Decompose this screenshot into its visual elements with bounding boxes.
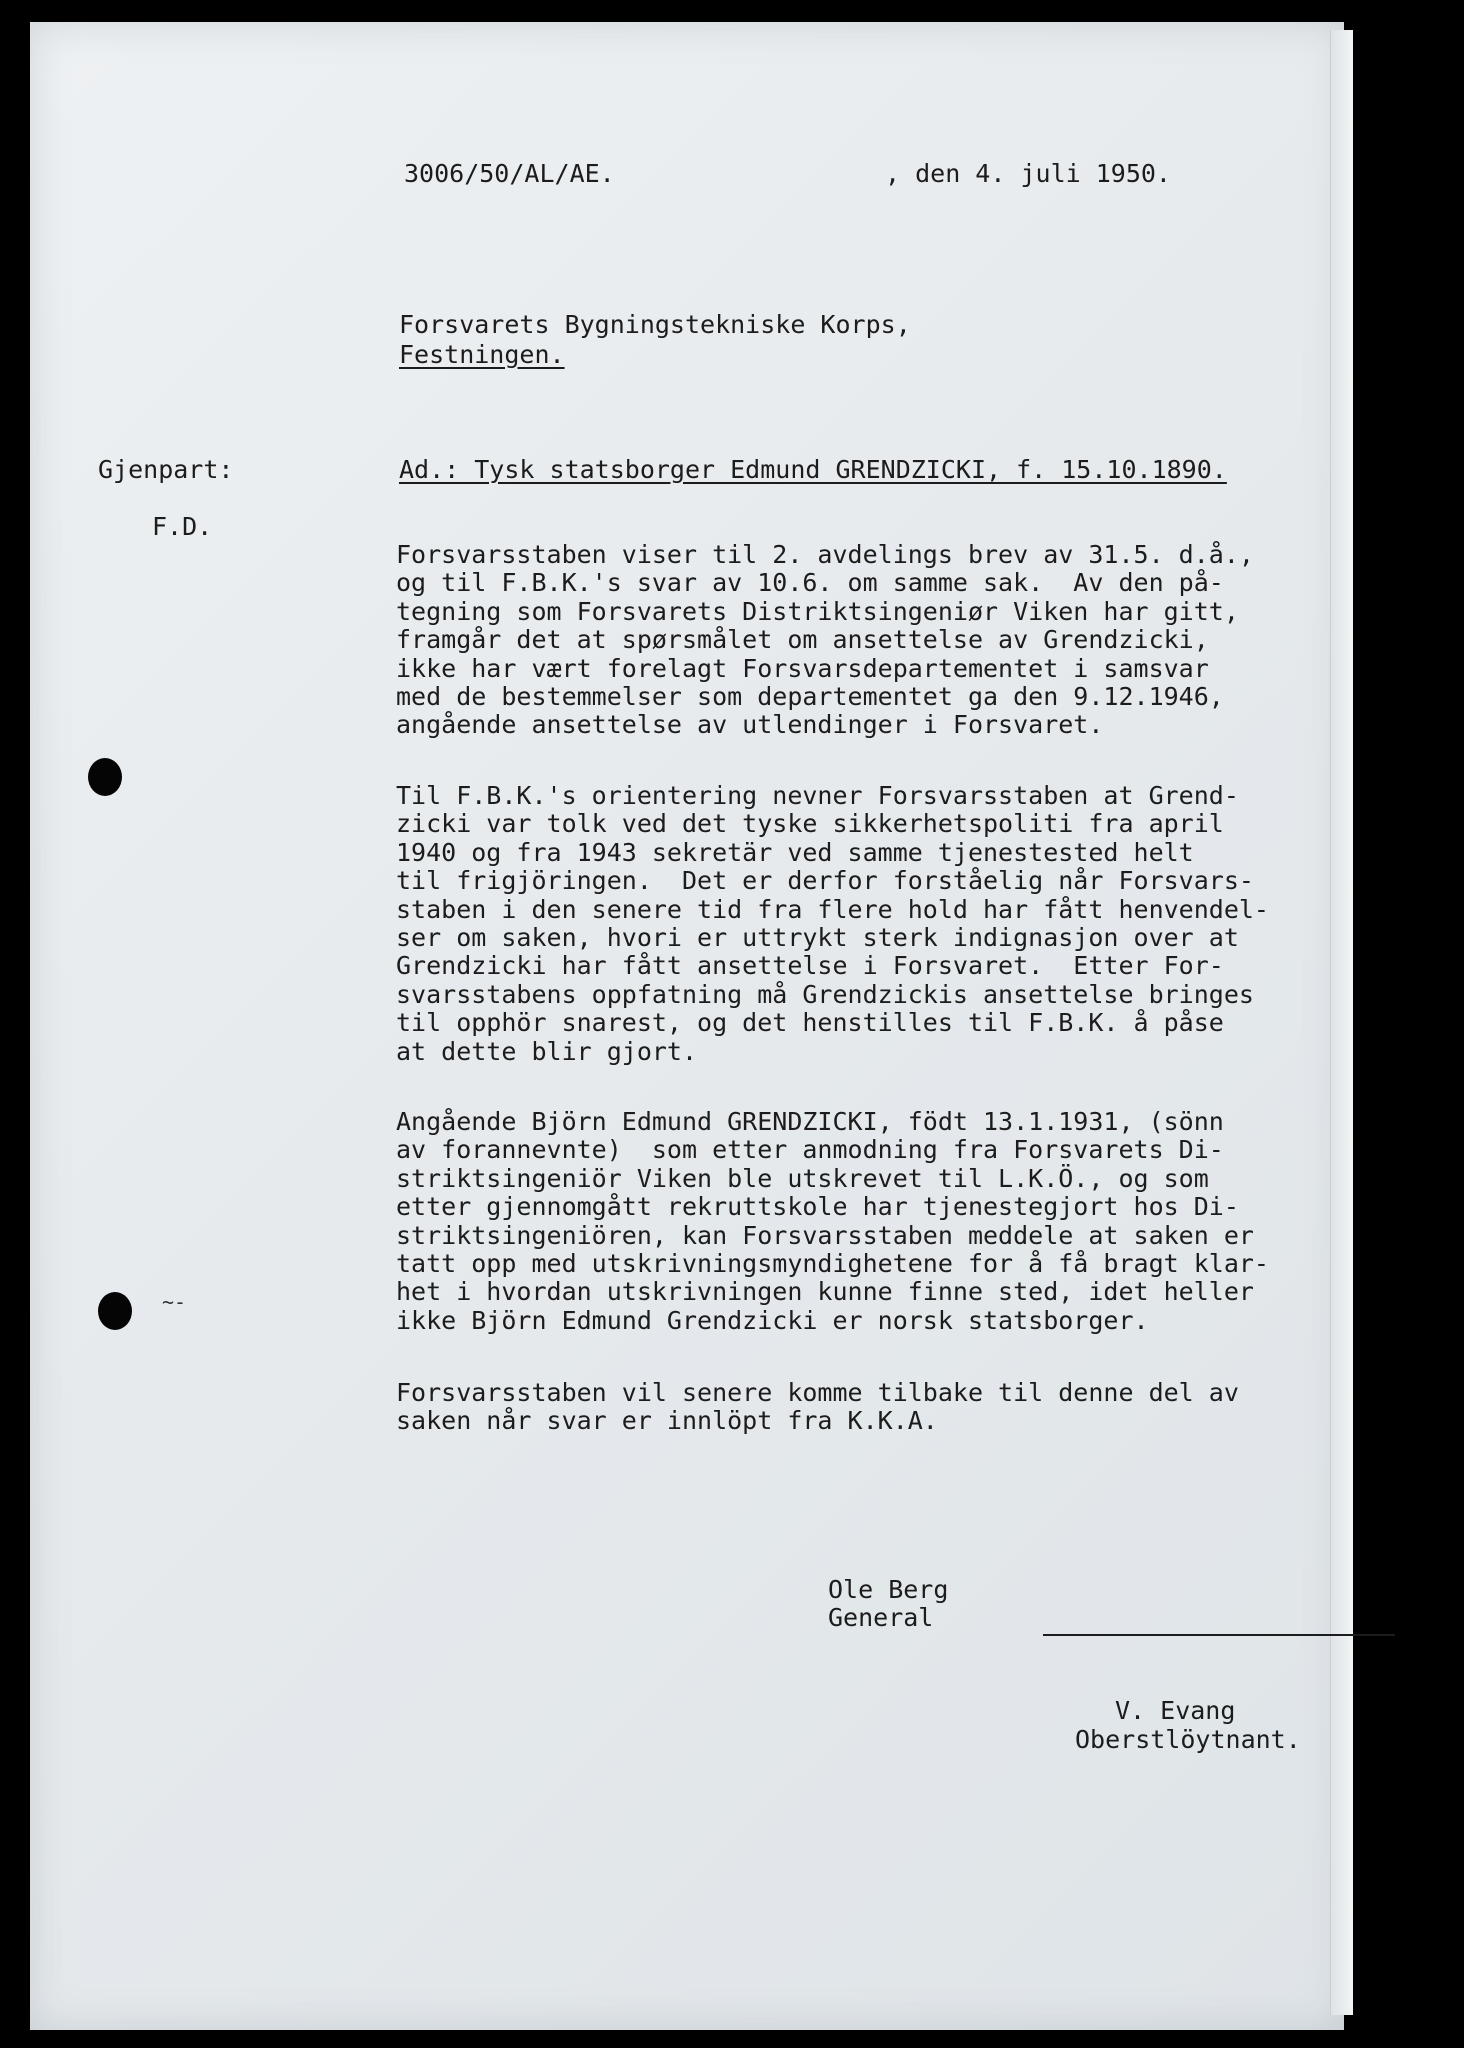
punch-hole-top — [88, 758, 122, 796]
paragraph-3 — [396, 1108, 1269, 1335]
paragraph-line: til frigjöringen. Det er derfor forståelig når Forsvars- — [396, 866, 1254, 896]
paragraph-1 — [396, 541, 1254, 740]
paragraph-line: het i hvordan utskrivningen kunne finne sted, idet heller — [396, 1277, 1254, 1307]
signature-2-name: V. Evang — [1115, 1696, 1236, 1725]
paragraph-line: med de bestemmelser som departementet ga den 9.12.1946, — [396, 682, 1224, 712]
paragraph-line: zicki var tolk ved det tyske sikkerhetspoliti fra april — [396, 809, 1224, 839]
paragraph-line: av forannevnte) som etter anmodning fra Forsvarets Di- — [396, 1135, 1224, 1165]
paragraph-line: ikke har vært forelagt Forsvarsdepartementet i samsvar — [396, 653, 1209, 683]
recipient-line-1: Forsvarets Bygningstekniske Korps, — [399, 310, 911, 339]
paragraph-line: etter gjennomgått rekruttskole har tjenestegjort hos Di- — [396, 1192, 1239, 1222]
paragraph-line: angående ansettelse av utlendinger i Forsvaret. — [396, 710, 1104, 740]
paragraph-line: Forsvarsstaben vil senere komme tilbake til denne del av — [396, 1378, 1239, 1407]
pencil-mark: ~- — [162, 1290, 187, 1314]
paragraph-line: og til F.B.K.'s svar av 10.6. om samme sak. Av den på- — [396, 568, 1224, 598]
paragraph-line: striktsingeniör Viken ble utskrevet til L.K.Ö., og som — [396, 1163, 1209, 1193]
paragraph-line: Forsvarsstaben viser til 2. avdelings brev av 31.5. d.å., — [396, 540, 1254, 569]
subject-line: Ad.: Tysk statsborger Edmund GRENDZICKI, f. 15.10.1890. — [399, 455, 1227, 484]
signature-2-title: Oberstlöytnant. — [1075, 1725, 1301, 1754]
paragraph-line: framgår det at spørsmålet om ansettelse av Grendzicki, — [396, 625, 1209, 655]
paragraph-line: staben i den senere tid fra flere hold har fått henvendel- — [396, 894, 1269, 924]
punch-hole-bottom — [98, 1292, 132, 1330]
letter-date: , den 4. juli 1950. — [885, 159, 1171, 188]
paragraph-4 — [396, 1379, 1239, 1436]
paragraph-2 — [396, 782, 1269, 1066]
paragraph-line: tatt opp med utskrivningsmyndighetene for å få bragt klar- — [396, 1249, 1269, 1279]
paragraph-line: saken når svar er innlöpt fra K.K.A. — [396, 1406, 938, 1436]
paragraph-line: ser om saken, hvori er uttrykt sterk indignasjon over at — [396, 923, 1239, 953]
paragraph-line: til opphör snarest, og det henstilles til F.B.K. å påse — [396, 1008, 1224, 1038]
reference-number: 3006/50/AL/AE. — [404, 159, 615, 188]
paragraph-line: ikke Björn Edmund Grendzicki er norsk statsborger. — [396, 1305, 1149, 1335]
paragraph-line: svarsstabens oppfatning må Grendzickis ansettelse bringes — [396, 979, 1254, 1009]
paragraph-line: tegning som Forsvarets Distriktsingeniør Viken har gitt, — [396, 596, 1239, 626]
recipient-line-2: Festningen. — [399, 340, 565, 369]
paragraph-line: at dette blir gjort. — [396, 1036, 698, 1066]
page-edge — [1330, 30, 1353, 2015]
paragraph-line: Angående Björn Edmund GRENDZICKI, födt 13.1.1931, (sönn — [396, 1107, 1224, 1136]
paragraph-line: 1940 og fra 1943 sekretär ved samme tjenestested helt — [396, 837, 1194, 867]
signature-line — [1043, 1634, 1395, 1636]
paragraph-line: Grendzicki har fått ansettelse i Forsvaret. Etter For- — [396, 951, 1224, 981]
signature-1-title: General — [828, 1603, 934, 1632]
paragraph-line: striktsingeniören, kan Forsvarsstaben meddele at saken er — [396, 1220, 1254, 1250]
paragraph-line: Til F.B.K.'s orientering nevner Forsvarsstaben at Grend- — [396, 781, 1239, 810]
copy-to: F.D. — [152, 512, 213, 541]
signature-1-name: Ole Berg — [828, 1575, 949, 1604]
copy-label: Gjenpart: — [98, 455, 234, 484]
